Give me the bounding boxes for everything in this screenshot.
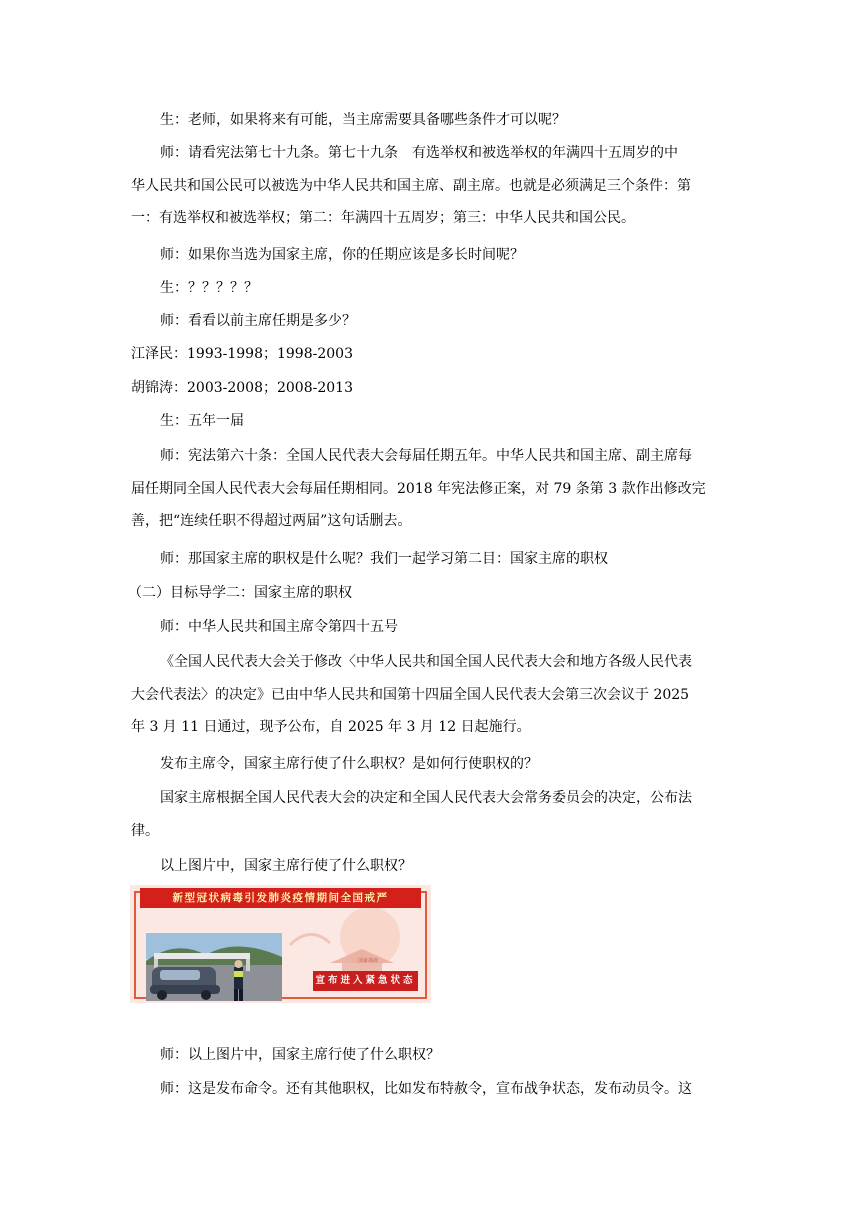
paragraph-promulgate-law: [131, 782, 731, 847]
paragraph-term-question: 师：如果你当选为国家主席，你的任期应该是多长时间呢？: [160, 247, 524, 263]
article-79-line-3: 一：有选举权和被选举权；第二：年满四十五周岁；第三：中华人民共和国公民。: [131, 210, 635, 227]
article-79-text: 有选举权和被选举权的年满四十五周岁的中: [412, 145, 678, 161]
promulgate-line-2: 律。: [131, 822, 159, 839]
picture-banner: 新型冠状病毒引发肺炎疫情期间全国戒严: [140, 888, 421, 908]
article-60-line-3: 善，把“连续任职不得超过两届”这句话删去。: [131, 513, 412, 530]
promulgate-line-1: 国家主席根据全国人民代表大会的决定和全国人民代表大会常务委员会的决定，公布法: [160, 790, 692, 806]
paragraph-previous-terms: 师：看看以前主席任期是多少？: [160, 313, 356, 329]
paragraph-order-question: 发布主席令，国家主席行使了什么职权？是如何行使职权的？: [160, 756, 538, 772]
decision-line-3: 年 3 月 11 日通过，现予公布，自 2025 年 3 月 12 日起施行。: [131, 719, 531, 736]
paragraph-article-60: [131, 440, 731, 538]
paragraph-picture-question: 以上图片中，国家主席行使了什么职权？: [160, 858, 412, 874]
emergency-state-picture: [130, 885, 431, 1003]
checkpoint-photo: [146, 933, 282, 1001]
picture-tag: 宣布进入紧急状态: [313, 971, 418, 991]
checkpoint-scene: [146, 933, 282, 1001]
paragraph-jiang-terms: 江泽民：1993-1998；1998-2003: [131, 346, 353, 362]
paragraph-issue-orders: 师：这是发布命令。还有其他职权，比如发布特赦令，宣布战争状态，发布动员令。这: [160, 1081, 692, 1097]
paragraph-order-45: 师：中华人民共和国主席令第四十五号: [160, 619, 398, 635]
paragraph-hu-terms: 胡锦涛：2003-2008；2008-2013: [131, 380, 353, 396]
paragraph-student-question: 生：老师，如果将来有可能，当主席需要具备哪些条件才可以呢？: [160, 112, 566, 128]
paragraph-teacher-picture-question: 师：以上图片中，国家主席行使了什么职权？: [160, 1047, 440, 1063]
paragraph-student-unsure: 生：？？？？？: [160, 280, 258, 296]
article-79-intro: 师：请看宪法第七十九条。第七十九条: [160, 145, 398, 161]
section-heading: （二）目标导学二：国家主席的职权: [128, 585, 352, 601]
decision-line-2: 大会代表法〉的决定》已由中华人民共和国第十四届全国人民代表大会第三次会议于 2025: [131, 686, 690, 703]
picture-watermark: 国家战疫: [358, 958, 379, 964]
paragraph-student-answer: 生：五年一届: [160, 413, 244, 429]
article-79-line-2: 华人民共和国公民可以被选为中华人民共和国主席、副主席。也就是必须满足三个条件：第: [131, 177, 691, 194]
paragraph-article-79: [131, 137, 731, 235]
paragraph-decision-text: [131, 646, 731, 744]
article-60-line-1: 师：宪法第六十条：全国人民代表大会每届任期五年。中华人民共和国主席、副主席每: [160, 448, 692, 464]
decision-line-1: 《全国人民代表大会关于修改〈中华人民共和国全国人民代表大会和地方各级人民代表: [160, 654, 692, 670]
article-60-line-2: 届任期同全国人民代表大会每届任期相同。2018 年宪法修正案，对 79 条第 3 款作出修改完: [131, 480, 706, 497]
paragraph-powers-intro: 师：那国家主席的职权是什么呢？我们一起学习第二目：国家主席的职权: [160, 551, 608, 567]
